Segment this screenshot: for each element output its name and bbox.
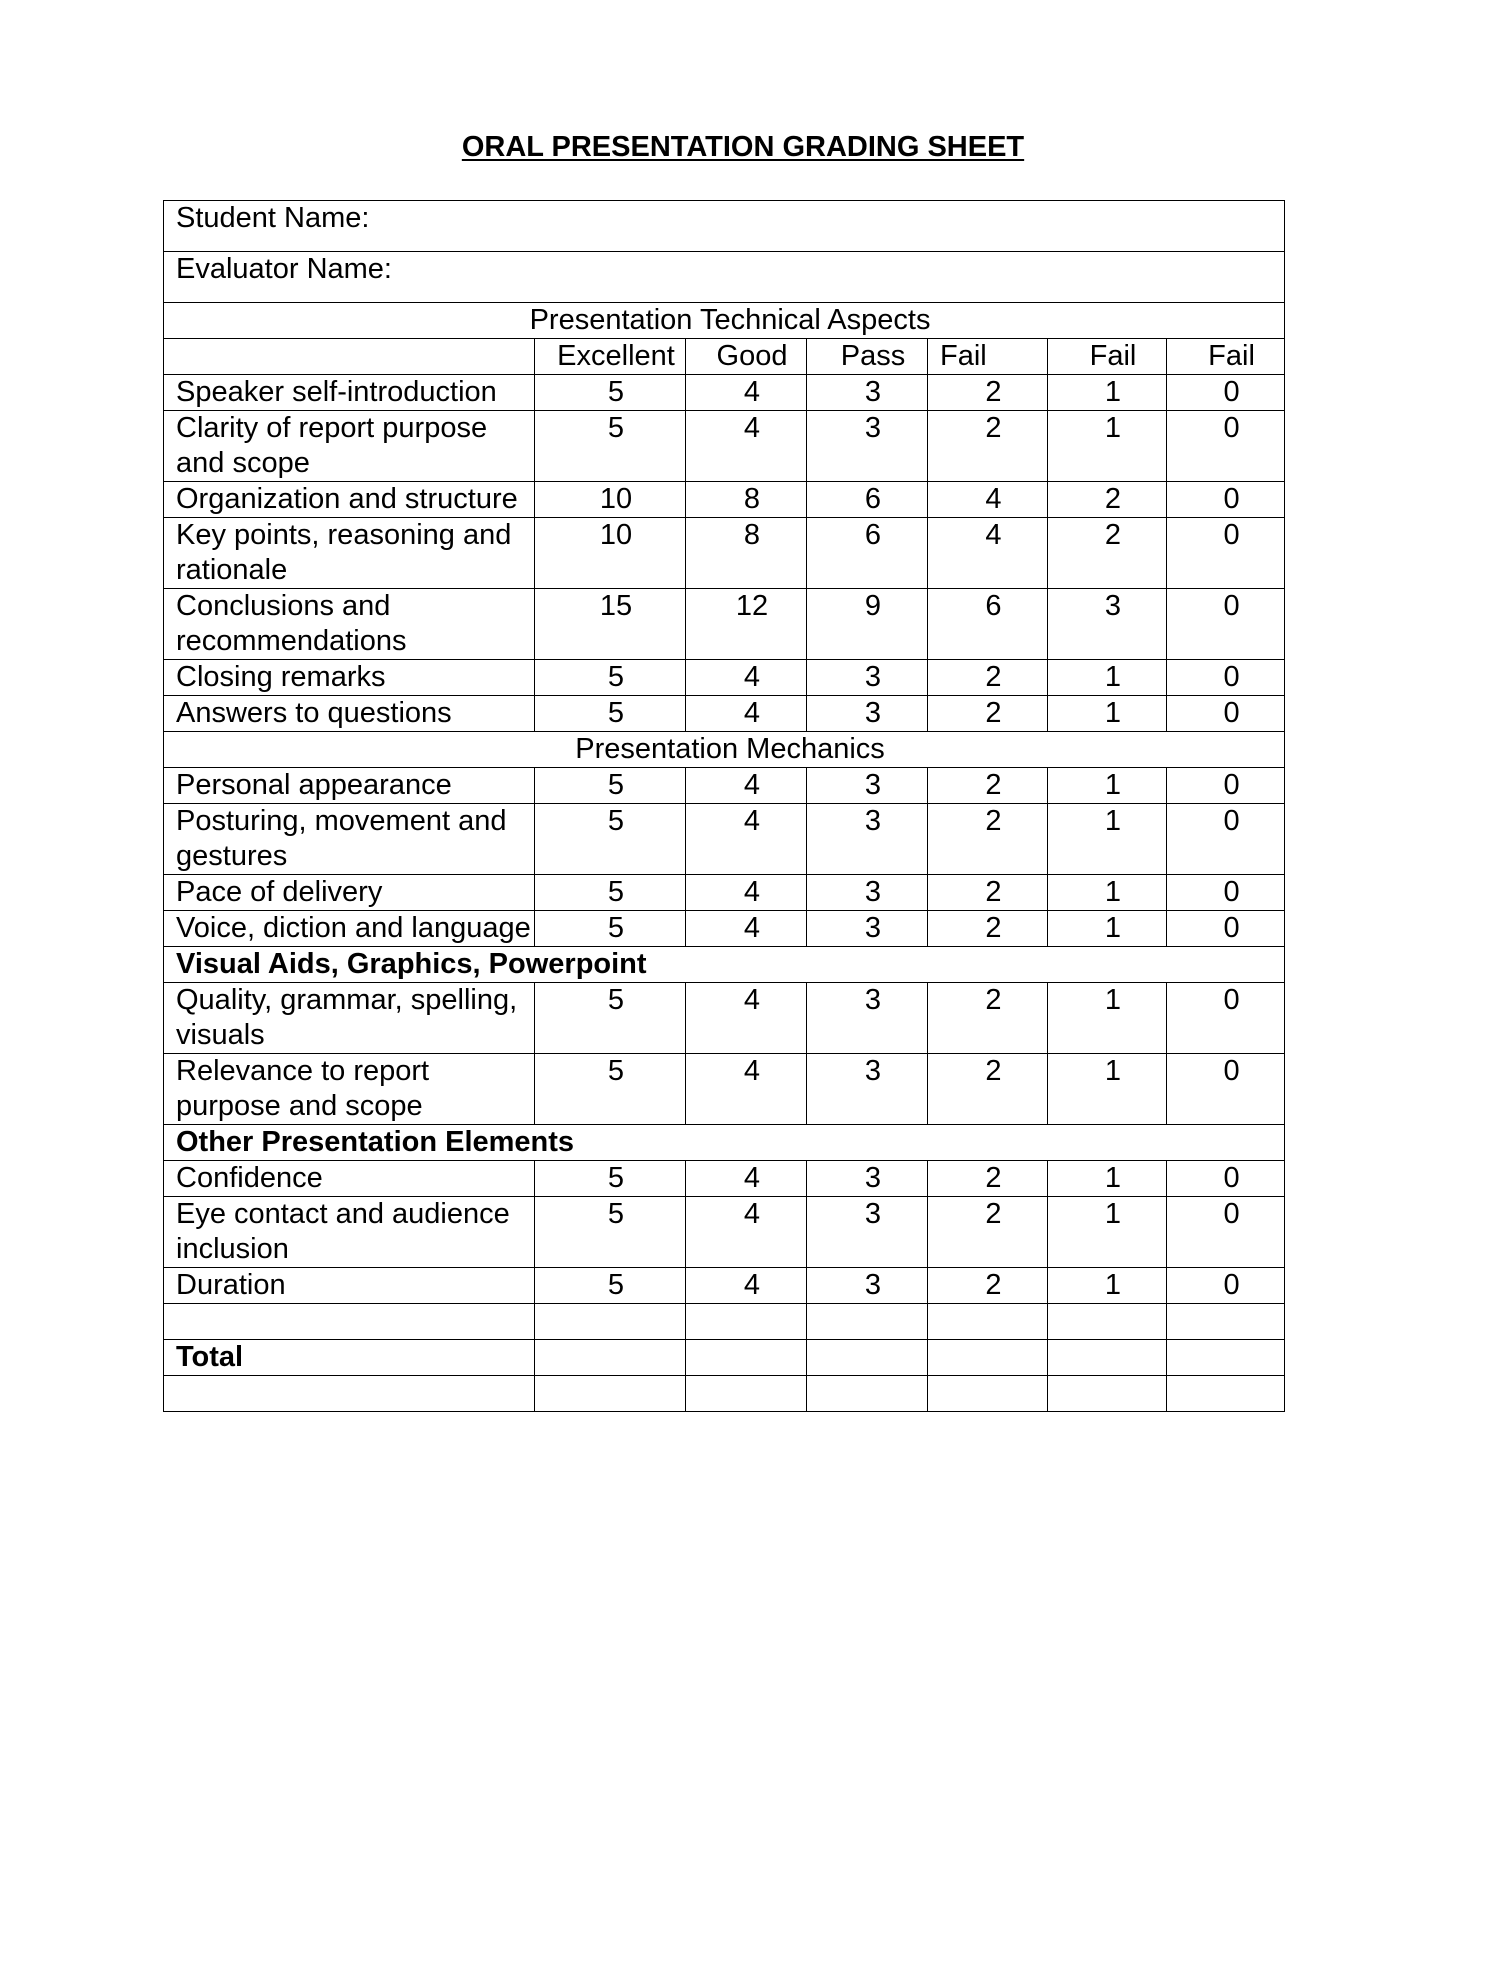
score-cell[interactable]: 1 [1048,983,1167,1054]
score-cell[interactable]: 2 [928,696,1048,732]
criterion-label: Answers to questions [164,696,535,732]
blank-row [164,1376,1285,1412]
column-header-fail-3: Fail [1167,339,1285,375]
score-cell[interactable]: 2 [928,804,1048,875]
score-cell[interactable]: 3 [807,804,928,875]
score-cell[interactable]: 0 [1167,1161,1285,1197]
score-cell[interactable]: 2 [1048,518,1167,589]
section-title-other: Other Presentation Elements [164,1125,1285,1161]
column-header-row [164,339,1285,375]
criterion-row [164,1161,1285,1197]
score-cell[interactable]: 4 [686,804,807,875]
score-cell[interactable]: 1 [1048,875,1167,911]
score-cell[interactable]: 4 [686,375,807,411]
blank-cell[interactable] [928,1304,1048,1340]
criterion-row [164,875,1285,911]
score-cell[interactable]: 0 [1167,1054,1285,1125]
criterion-label: Closing remarks [164,660,535,696]
score-cell[interactable]: 4 [928,518,1048,589]
score-cell[interactable]: 3 [807,1161,928,1197]
criterion-row [164,589,1285,660]
criterion-label: Clarity of report purpose and scope [164,411,535,482]
score-cell[interactable]: 5 [535,1161,686,1197]
criterion-label: Duration [164,1268,535,1304]
score-cell[interactable]: 2 [1048,482,1167,518]
score-cell[interactable]: 5 [535,660,686,696]
score-cell[interactable]: 3 [807,911,928,947]
blank-cell[interactable] [535,1304,686,1340]
score-cell[interactable]: 8 [686,518,807,589]
score-cell[interactable]: 1 [1048,768,1167,804]
score-cell[interactable]: 10 [535,518,686,589]
criterion-row [164,482,1285,518]
total-label: Total [164,1340,535,1376]
section-title-mechanics: Presentation Mechanics [164,732,1285,768]
blank-cell [164,1376,535,1412]
score-cell[interactable]: 2 [928,1197,1048,1268]
score-cell[interactable]: 0 [1167,375,1285,411]
score-cell[interactable]: 5 [535,1054,686,1125]
score-cell[interactable]: 2 [928,875,1048,911]
total-cell[interactable] [535,1340,686,1376]
score-cell[interactable]: 6 [807,482,928,518]
score-cell[interactable]: 0 [1167,411,1285,482]
score-cell[interactable]: 0 [1167,660,1285,696]
score-cell[interactable]: 2 [928,1161,1048,1197]
column-header-fail-1: Fail [928,339,1048,375]
score-cell[interactable]: 15 [535,589,686,660]
grading-table [163,200,1285,1412]
score-cell[interactable]: 4 [686,1197,807,1268]
blank-cell[interactable] [1048,1304,1167,1340]
column-header-pass: Pass [807,339,928,375]
score-cell[interactable]: 1 [1048,1054,1167,1125]
score-cell[interactable]: 5 [535,804,686,875]
score-cell[interactable]: 0 [1167,875,1285,911]
score-cell[interactable]: 2 [928,1268,1048,1304]
total-cell[interactable] [1167,1340,1285,1376]
criterion-row [164,768,1285,804]
score-cell[interactable]: 2 [928,911,1048,947]
score-cell[interactable]: 4 [686,1054,807,1125]
score-cell[interactable]: 0 [1167,696,1285,732]
score-cell[interactable]: 0 [1167,804,1285,875]
score-cell[interactable]: 1 [1048,1161,1167,1197]
score-cell[interactable]: 0 [1167,482,1285,518]
total-cell[interactable] [1048,1340,1167,1376]
section-title-technical: Presentation Technical Aspects [164,303,1285,339]
criterion-row [164,804,1285,875]
score-cell[interactable]: 0 [1167,518,1285,589]
score-cell[interactable]: 9 [807,589,928,660]
score-cell[interactable]: 4 [686,983,807,1054]
score-cell[interactable]: 2 [928,660,1048,696]
score-cell[interactable]: 4 [686,411,807,482]
score-cell[interactable]: 0 [1167,1197,1285,1268]
score-cell[interactable]: 5 [535,1197,686,1268]
blank-cell[interactable] [1167,1304,1285,1340]
score-cell[interactable]: 3 [807,875,928,911]
criterion-row [164,696,1285,732]
score-cell[interactable]: 1 [1048,411,1167,482]
score-cell[interactable]: 5 [535,375,686,411]
total-cell[interactable] [928,1340,1048,1376]
evaluator-name-field[interactable]: Evaluator Name: [164,252,1285,303]
score-cell[interactable]: 5 [535,983,686,1054]
blank-cell[interactable] [1048,1376,1167,1412]
total-cell[interactable] [686,1340,807,1376]
score-cell[interactable]: 3 [807,1054,928,1125]
score-cell[interactable]: 4 [928,482,1048,518]
blank-cell[interactable] [928,1376,1048,1412]
score-cell[interactable]: 4 [686,696,807,732]
score-cell[interactable]: 3 [807,660,928,696]
criterion-label: Confidence [164,1161,535,1197]
score-cell[interactable]: 1 [1048,1268,1167,1304]
criterion-row [164,375,1285,411]
score-cell[interactable]: 12 [686,589,807,660]
criterion-row [164,411,1285,482]
blank-cell[interactable] [1167,1376,1285,1412]
criterion-label: Eye contact and audience inclusion [164,1197,535,1268]
criterion-row [164,518,1285,589]
score-cell[interactable]: 3 [807,411,928,482]
score-cell[interactable]: 6 [928,589,1048,660]
score-cell[interactable]: 4 [686,660,807,696]
score-cell[interactable]: 0 [1167,589,1285,660]
score-cell[interactable]: 3 [807,696,928,732]
score-cell[interactable]: 1 [1048,375,1167,411]
criterion-label: Key points, reasoning and rationale [164,518,535,589]
blank-cell[interactable] [686,1304,807,1340]
score-cell[interactable]: 5 [535,875,686,911]
score-cell[interactable]: 4 [686,1268,807,1304]
column-header-good: Good [686,339,807,375]
criterion-label: Speaker self-introduction [164,375,535,411]
blank-cell[interactable] [807,1304,928,1340]
criterion-label: Posturing, movement and gestures [164,804,535,875]
score-cell[interactable]: 2 [928,983,1048,1054]
criterion-row [164,1054,1285,1125]
blank-cell [164,1304,535,1340]
criterion-label: Relevance to report purpose and scope [164,1054,535,1125]
total-cell[interactable] [807,1340,928,1376]
score-cell[interactable]: 1 [1048,911,1167,947]
score-cell[interactable]: 2 [928,1054,1048,1125]
score-cell[interactable]: 0 [1167,1268,1285,1304]
criterion-label: Voice, diction and language [164,911,535,947]
criterion-label: Organization and structure [164,482,535,518]
score-cell[interactable]: 3 [807,1197,928,1268]
criterion-label: Pace of delivery [164,875,535,911]
score-cell[interactable]: 1 [1048,696,1167,732]
blank-cell[interactable] [535,1376,686,1412]
score-cell[interactable]: 8 [686,482,807,518]
score-cell[interactable]: 2 [928,375,1048,411]
score-cell[interactable]: 1 [1048,1197,1167,1268]
score-cell[interactable]: 5 [535,696,686,732]
blank-row [164,1304,1285,1340]
criterion-row [164,1197,1285,1268]
page-title: ORAL PRESENTATION GRADING SHEET [461,131,1025,163]
criterion-row [164,983,1285,1054]
score-cell[interactable]: 5 [535,911,686,947]
criterion-row [164,911,1285,947]
score-cell[interactable]: 2 [928,411,1048,482]
score-cell[interactable]: 0 [1167,983,1285,1054]
student-name-field[interactable]: Student Name: [164,201,1285,252]
criterion-label: Conclusions and recommendations [164,589,535,660]
criterion-row [164,1268,1285,1304]
score-cell[interactable]: 5 [535,768,686,804]
column-header-blank [164,339,535,375]
score-cell[interactable]: 1 [1048,660,1167,696]
blank-cell[interactable] [686,1376,807,1412]
score-cell[interactable]: 10 [535,482,686,518]
score-cell[interactable]: 3 [807,1268,928,1304]
column-header-excellent: Excellent [535,339,686,375]
total-row [164,1340,1285,1376]
score-cell[interactable]: 4 [686,768,807,804]
criterion-label: Quality, grammar, spelling, visuals [164,983,535,1054]
score-cell[interactable]: 4 [686,911,807,947]
score-cell[interactable]: 3 [807,375,928,411]
score-cell[interactable]: 3 [1048,589,1167,660]
score-cell[interactable]: 4 [686,875,807,911]
score-cell[interactable]: 5 [535,411,686,482]
score-cell[interactable]: 3 [807,983,928,1054]
score-cell[interactable]: 0 [1167,768,1285,804]
section-title-visual: Visual Aids, Graphics, Powerpoint [164,947,1285,983]
score-cell[interactable]: 0 [1167,911,1285,947]
score-cell[interactable]: 3 [807,768,928,804]
score-cell[interactable]: 5 [535,1268,686,1304]
column-header-fail-2: Fail [1048,339,1167,375]
score-cell[interactable]: 6 [807,518,928,589]
criterion-row [164,660,1285,696]
score-cell[interactable]: 4 [686,1161,807,1197]
criterion-label: Personal appearance [164,768,535,804]
score-cell[interactable]: 2 [928,768,1048,804]
score-cell[interactable]: 1 [1048,804,1167,875]
blank-cell[interactable] [807,1376,928,1412]
